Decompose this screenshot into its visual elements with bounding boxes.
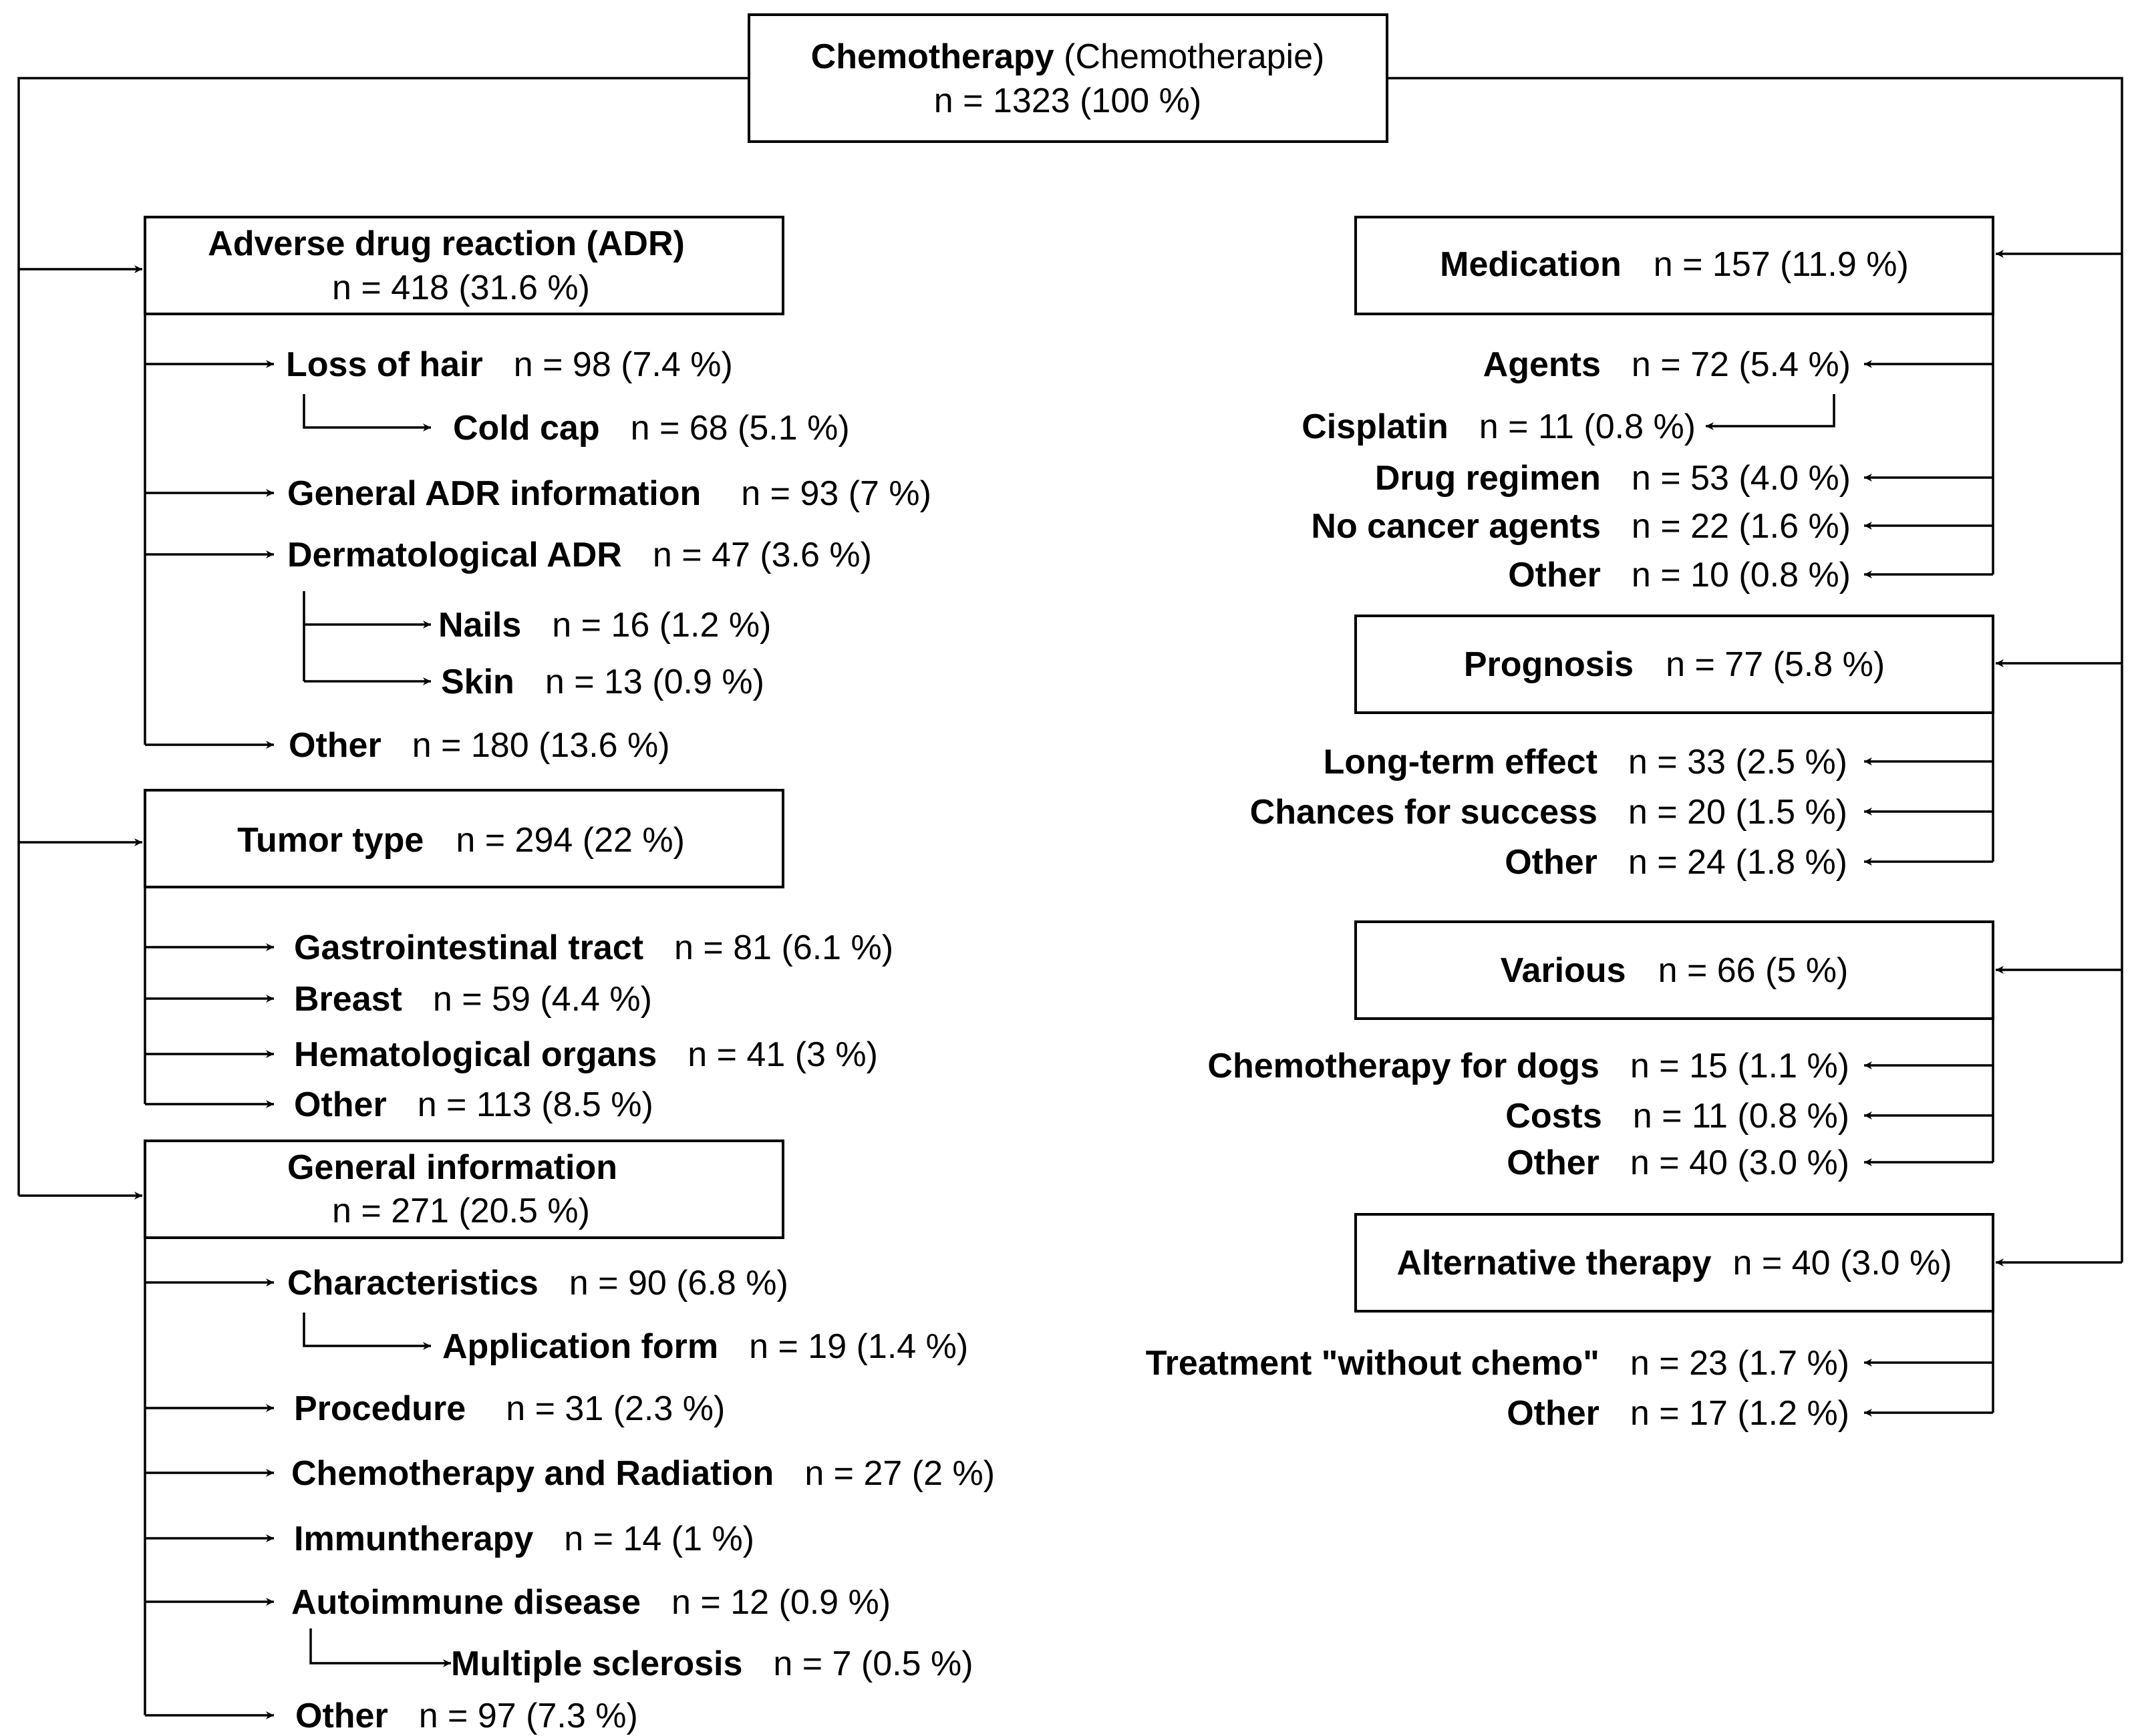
- medication-other-count: n = 10 (0.8 %): [1631, 556, 1851, 594]
- tumor-other-item: [294, 1085, 653, 1124]
- alternative-title: Alternative therapy: [1396, 1244, 1712, 1282]
- prognosis-header: [1464, 645, 1885, 684]
- tumor-gi-count: n = 81 (6.1 %): [674, 928, 894, 967]
- various-costs-item: [1505, 1097, 1849, 1136]
- geninfo-immuno-item: [294, 1520, 754, 1558]
- prognosis-other-item: [1505, 843, 1847, 882]
- medication-count: n = 157 (11.9 %): [1653, 245, 1909, 284]
- medication-agents-label: Agents: [1483, 345, 1601, 384]
- geninfo-autoimm-item: [291, 1583, 891, 1622]
- geninfo-immuno-label: Immuntherapy: [294, 1520, 534, 1558]
- tumor-hema-label: Hematological organs: [294, 1035, 657, 1074]
- adr-coldcap-count: n = 68 (5.1 %): [630, 409, 850, 448]
- prognosis-title: Prognosis: [1463, 645, 1634, 684]
- various-costs-count: n = 11 (0.8 %): [1632, 1097, 1849, 1136]
- adr-general-item: [287, 474, 931, 513]
- prognosis-longterm-count: n = 33 (2.5 %): [1628, 743, 1847, 782]
- prognosis-chances-label: Chances for success: [1249, 793, 1597, 832]
- tumor-other-count: n = 113 (8.5 %): [417, 1085, 653, 1124]
- medication-header: [1440, 245, 1909, 284]
- geninfo-appform-label: Application form: [442, 1327, 719, 1366]
- tumor-hema-count: n = 41 (3 %): [688, 1035, 878, 1074]
- geninfo-other-label: Other: [295, 1697, 388, 1735]
- medication-cisplatin-count: n = 11 (0.8 %): [1479, 407, 1696, 446]
- tumor-header: [237, 821, 685, 860]
- root-count: n = 1323 (100 %): [933, 81, 1202, 120]
- prognosis-longterm-item: [1324, 743, 1847, 782]
- alternative-nochemo-item: [1146, 1344, 1849, 1383]
- adr-derm-count: n = 47 (3.6 %): [652, 536, 872, 574]
- medication-agents-count: n = 72 (5.4 %): [1631, 345, 1851, 384]
- medication-nocancer-count: n = 22 (1.6 %): [1631, 507, 1851, 546]
- adr-other-count: n = 180 (13.6 %): [412, 726, 670, 765]
- various-costs-label: Costs: [1505, 1097, 1602, 1136]
- medication-nocancer-item: [1311, 507, 1851, 546]
- medication-title: Medication: [1440, 245, 1622, 284]
- arrow-ms: [311, 1628, 451, 1663]
- tumor-title: Tumor type: [237, 821, 424, 860]
- medication-regimen-count: n = 53 (4.0 %): [1631, 459, 1851, 498]
- adr-general-count: n = 93 (7 %): [741, 474, 931, 513]
- medication-cisplatin-label: Cisplatin: [1302, 407, 1449, 446]
- prognosis-other-label: Other: [1505, 843, 1597, 882]
- adr-title: Adverse drug reaction (ADR): [208, 224, 685, 263]
- various-dogs-count: n = 15 (1.1 %): [1630, 1047, 1849, 1085]
- adr-skin-count: n = 13 (0.9 %): [545, 663, 764, 701]
- adr-derm-item: [287, 536, 872, 574]
- arrow-appform: [304, 1313, 431, 1346]
- adr-derm-label: Dermatological ADR: [287, 536, 622, 574]
- arrow-coldcap: [304, 394, 431, 427]
- adr-nails-item: [438, 606, 771, 645]
- various-header: [1501, 951, 1849, 990]
- various-title: Various: [1500, 951, 1626, 990]
- prognosis-longterm-label: Long-term effect: [1323, 743, 1597, 782]
- medication-regimen-item: [1375, 459, 1851, 498]
- adr-nails-label: Nails: [438, 606, 522, 645]
- geninfo-count: n = 271 (20.5 %): [332, 1192, 590, 1230]
- adr-skin-item: [441, 663, 764, 701]
- adr-other-label: Other: [289, 726, 382, 765]
- various-count: n = 66 (5 %): [1658, 951, 1849, 990]
- geninfo-char-label: Characteristics: [287, 1264, 539, 1303]
- geninfo-autoimm-label: Autoimmune disease: [291, 1583, 641, 1622]
- geninfo-autoimm-count: n = 12 (0.9 %): [671, 1583, 891, 1622]
- prognosis-other-count: n = 24 (1.8 %): [1628, 843, 1847, 882]
- tumor-gi-item: [294, 928, 893, 967]
- geninfo-proc-label: Procedure: [294, 1389, 466, 1428]
- tumor-gi-label: Gastrointestinal tract: [294, 928, 644, 967]
- tumor-hema-item: [294, 1035, 878, 1074]
- tumor-breast-label: Breast: [294, 980, 402, 1019]
- prognosis-chances-item: [1250, 793, 1847, 832]
- geninfo-ms-item: [451, 1644, 973, 1683]
- various-dogs-label: Chemotherapy for dogs: [1207, 1047, 1599, 1085]
- adr-hair-item: [286, 345, 733, 384]
- prognosis-count: n = 77 (5.8 %): [1666, 645, 1885, 684]
- root-subtitle: (Chemotherapie): [1064, 37, 1325, 76]
- geninfo-appform-count: n = 19 (1.4 %): [749, 1327, 969, 1366]
- prognosis-chances-count: n = 20 (1.5 %): [1628, 793, 1847, 832]
- alternative-nochemo-label: Treatment "without chemo": [1145, 1344, 1599, 1383]
- geninfo-appform-item: [442, 1327, 968, 1366]
- root-box: [749, 15, 1387, 142]
- tumor-breast-item: [294, 980, 652, 1019]
- geninfo-char-count: n = 90 (6.8 %): [569, 1264, 788, 1303]
- arrow-cisplatin: [1706, 394, 1834, 426]
- adr-count: n = 418 (31.6 %): [332, 269, 590, 307]
- various-other-count: n = 40 (3.0 %): [1630, 1144, 1849, 1182]
- alternative-other-count: n = 17 (1.2 %): [1630, 1394, 1849, 1433]
- geninfo-proc-count: n = 31 (2.3 %): [506, 1389, 726, 1428]
- geninfo-chemorad-item: [291, 1454, 995, 1493]
- adr-nails-count: n = 16 (1.2 %): [552, 606, 772, 645]
- alternative-other-label: Other: [1507, 1394, 1599, 1433]
- alternative-header: [1396, 1244, 1952, 1282]
- adr-other-item: [289, 726, 670, 765]
- adr-hair-count: n = 98 (7.4 %): [513, 345, 733, 384]
- medication-cisplatin-item: [1302, 407, 1696, 446]
- adr-hair-label: Loss of hair: [286, 345, 483, 384]
- geninfo-other-item: [295, 1697, 638, 1735]
- geninfo-proc-item: [294, 1389, 725, 1428]
- various-other-item: [1507, 1144, 1849, 1182]
- root-title: Chemotherapy: [810, 37, 1054, 76]
- tumor-other-label: Other: [294, 1085, 387, 1124]
- geninfo-other-count: n = 97 (7.3 %): [418, 1697, 638, 1735]
- various-other-label: Other: [1507, 1144, 1599, 1182]
- tumor-count: n = 294 (22 %): [456, 821, 685, 860]
- root-title-line: [811, 37, 1325, 76]
- geninfo-ms-label: Multiple sclerosis: [451, 1644, 743, 1683]
- adr-coldcap-item: [453, 409, 850, 448]
- medication-other-label: Other: [1508, 556, 1601, 594]
- adr-coldcap-label: Cold cap: [453, 409, 600, 448]
- geninfo-chemorad-label: Chemotherapy and Radiation: [291, 1454, 774, 1493]
- medication-other-item: [1508, 556, 1851, 594]
- adr-skin-label: Skin: [441, 663, 514, 701]
- adr-general-label: General ADR information: [287, 474, 702, 513]
- alternative-count: n = 40 (3.0 %): [1732, 1244, 1952, 1282]
- alternative-nochemo-count: n = 23 (1.7 %): [1630, 1344, 1849, 1383]
- tumor-breast-count: n = 59 (4.4 %): [432, 980, 652, 1019]
- geninfo-ms-count: n = 7 (0.5 %): [773, 1644, 973, 1683]
- medication-agents-item: [1483, 345, 1851, 384]
- geninfo-chemorad-count: n = 27 (2 %): [804, 1454, 996, 1493]
- geninfo-immuno-count: n = 14 (1 %): [564, 1520, 755, 1558]
- alternative-other-item: [1507, 1394, 1849, 1433]
- various-dogs-item: [1207, 1047, 1849, 1085]
- geninfo-title: General information: [287, 1148, 618, 1187]
- geninfo-char-item: [287, 1264, 788, 1303]
- medication-nocancer-label: No cancer agents: [1311, 507, 1601, 546]
- medication-regimen-label: Drug regimen: [1374, 459, 1601, 498]
